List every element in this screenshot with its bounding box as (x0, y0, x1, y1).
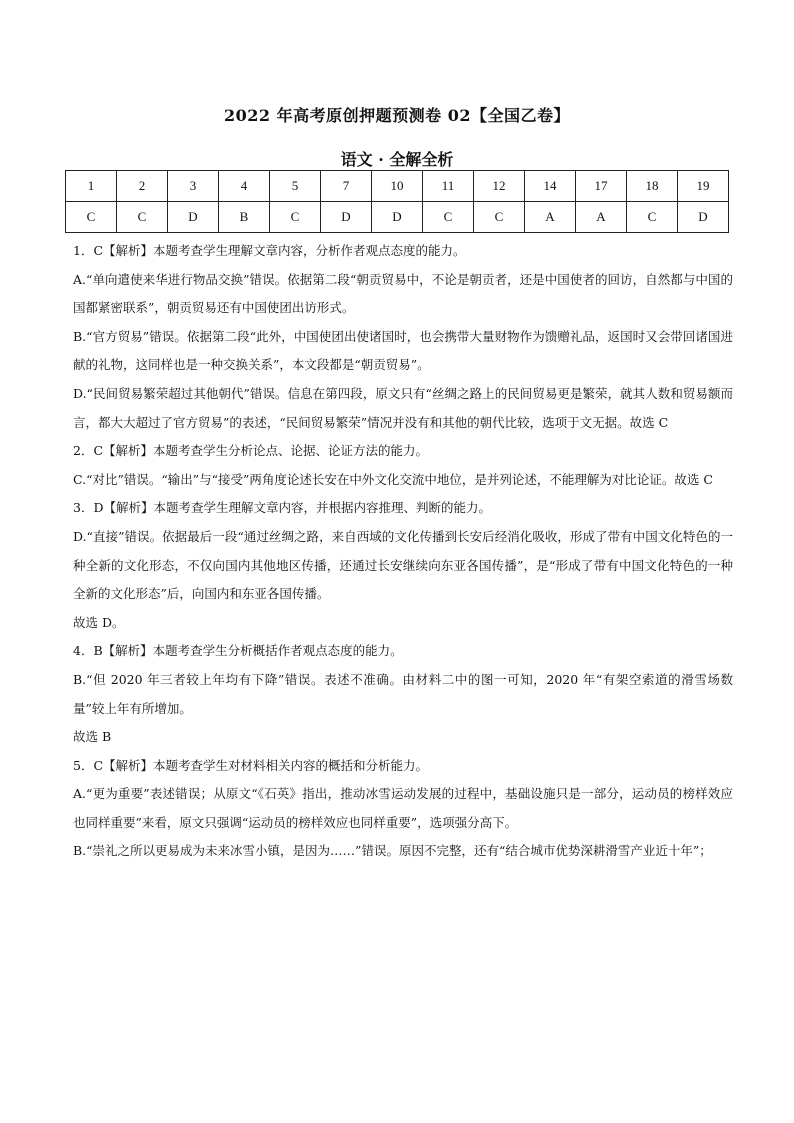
question-number-cell: 10 (372, 171, 423, 202)
answer-table (65, 170, 729, 233)
question-heading: 4．B【解析】本题考查学生分析概括作者观点态度的能力。 (73, 643, 403, 659)
explanation-paragraph: A.“单向遣使来华进行物品交换”错误。依据第二段“朝贡贸易中，不论是朝贡者，还是中国使者的回访，自然都与中国的国都紧密联系”，朝贡贸易还有中国使团出访形式。 (73, 271, 733, 316)
answer-cell: D (372, 202, 423, 233)
question-number-cell: 1 (66, 171, 117, 202)
explanation-paragraph: A.“更为重要”表述错误；从原文“《石英》指出，推动冰雪运动发展的过程中，基础设施只是一部分，运动员的榜样效应也同样重要”来看，原文只强调“运动员的榜样效应也同样重要”，选项强分高下。 (73, 786, 733, 830)
answer-cell: C (627, 202, 678, 233)
answer-cell: A (576, 202, 627, 233)
answer-cell: D (321, 202, 372, 233)
question-heading: 2．C【解析】本题考查学生分析论点、论据、论证方法的能力。 (73, 443, 429, 459)
question-number-cell: 11 (423, 171, 474, 202)
question-number-cell: 5 (270, 171, 321, 202)
answer-cell: B (219, 202, 270, 233)
explanation-paragraph: B.“官方贸易”错误。依据第二段“此外，中国使团出使诸国时，也会携带大量财物作为馈赠礼品，返国时又会带回诸国进献的礼物，这同样也是一种交换关系”，本文段都是“朝贡贸易”。 (73, 328, 733, 373)
answer-cell: D (168, 202, 219, 233)
answer-cell: C (270, 202, 321, 233)
answer-cell: C (66, 202, 117, 233)
answer-cell: C (423, 202, 474, 233)
explanation-paragraph: B.“崇礼之所以更易成为未来冰雪小镇，是因为……”错误。原因不完整，还有“结合城市优势深耕滑雪产业近十年”； (73, 843, 712, 859)
explanation-paragraph: D.“直接”错误。依据最后一段“通过丝绸之路，来自西域的文化传播到长安后经消化吸收，形成了带有中国文化特色的一种全新的文化形态，不仅向国内其他地区传播，还通过长安继续向东亚各国传播”，是“形成了带有中国文化特色的一种全新的文化形态”后，向国内和东亚各国传播。 (73, 528, 733, 602)
question-number-cell: 3 (168, 171, 219, 202)
answer-cell: C (117, 202, 168, 233)
question-number-row (66, 171, 729, 202)
question-number-cell: 17 (576, 171, 627, 202)
question-number-cell: 2 (117, 171, 168, 202)
question-heading: 5．C【解析】本题考查学生对材料相关内容的概括和分析能力。 (73, 757, 429, 773)
explanation-paragraph: C.“对比”错误。“输出”与“接受”两角度论述长安在中外文化交流中地位，是并列论述，不能理解为对比论证。故选 C (73, 471, 713, 487)
question-heading: 3．D【解析】本题考查学生理解文章内容，并根据内容推理、判断的能力。 (73, 500, 491, 516)
question-number-cell: 7 (321, 171, 372, 202)
explanation-paragraph: 故选 B (73, 729, 112, 745)
question-number-cell: 18 (627, 171, 678, 202)
explanation-body (73, 237, 733, 866)
answer-cell: A (525, 202, 576, 233)
explanation-paragraph: D.“民间贸易繁荣超过其他朝代”错误。信息在第四段，原文只有“丝绸之路上的民间贸易更是繁荣，就其人数和贸易额而言，都大大超过了官方贸易”的表述，“民间贸易繁荣”情况并没有和其他的朝代比较，选项于文无据。故选 C (73, 385, 733, 430)
explanation-paragraph: 故选 D。 (73, 614, 125, 630)
question-heading: 1．C【解析】本题考查学生理解文章内容，分析作者观点态度的能力。 (73, 243, 466, 258)
question-number-cell: 12 (474, 171, 525, 202)
question-number-cell: 14 (525, 171, 576, 202)
page-title: 2022 年高考原创押题预测卷 02【全国乙卷】 (224, 106, 570, 125)
answer-row (66, 202, 729, 233)
answer-cell: C (474, 202, 525, 233)
answer-cell: D (678, 202, 729, 233)
question-number-cell: 4 (219, 171, 270, 202)
explanation-paragraph: B.“但 2020 年三者较上年均有下降”错误。表述不准确。由材料二中的图一可知，2020 年“有架空索道的滑雪场数量”较上年有所增加。 (73, 671, 733, 716)
question-number-cell: 19 (678, 171, 729, 202)
page-subtitle: 语文 · 全解全析 (340, 150, 454, 169)
